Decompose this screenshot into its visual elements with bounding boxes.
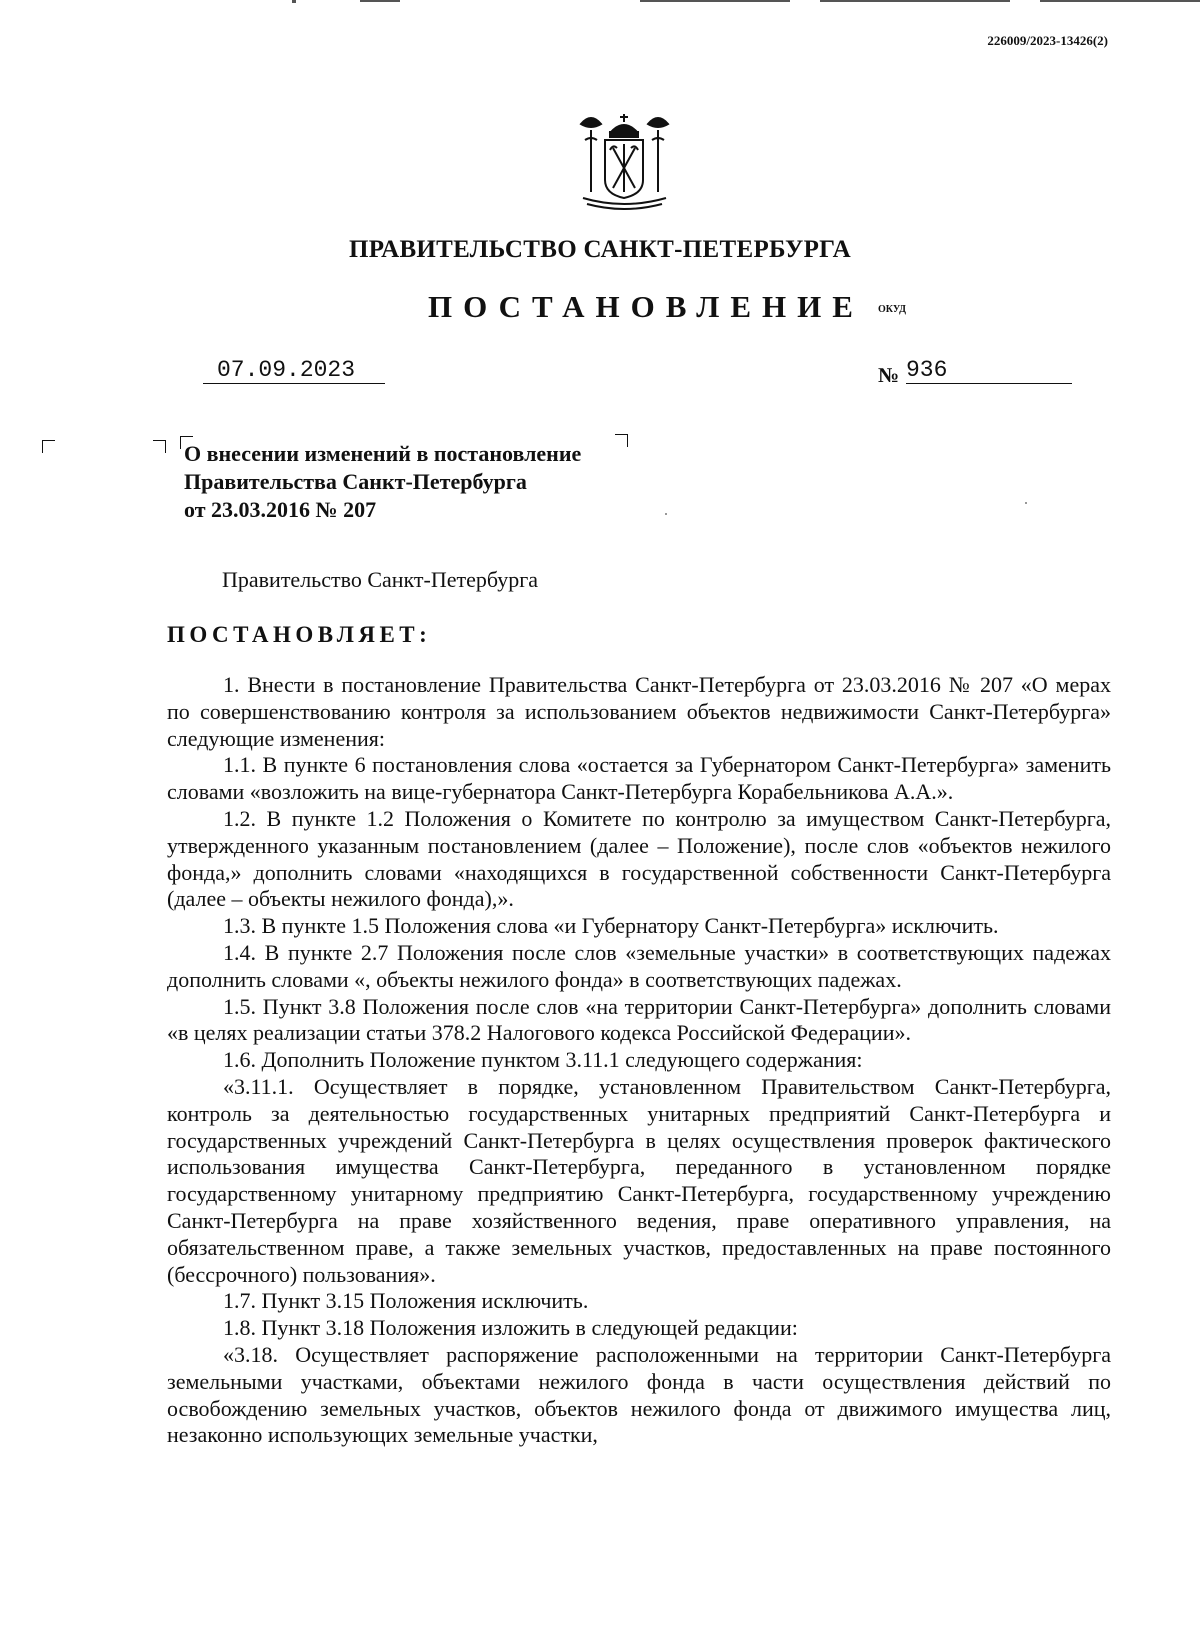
- bracket-corner: [153, 440, 166, 453]
- subject-line: О внесении изменений в постановление: [184, 441, 582, 466]
- decree-title: ПОСТАНОВЛЕНИЕ: [428, 289, 864, 324]
- decree-date: 07.09.2023: [203, 357, 385, 384]
- scan-speck: [665, 513, 667, 515]
- registration-number: 226009/2023-13426(2): [987, 33, 1108, 48]
- paragraph: 1.3. В пункте 1.5 Положения слова «и Губернатору Санкт-Петербурга» исключить.: [223, 913, 999, 939]
- bracket-corner: [42, 440, 55, 453]
- scan-speck: [1025, 502, 1027, 504]
- paragraph: 1. Внести в постановление Правительства Санкт-Петербурга от 23.03.2016 № 207 «О мерах по совершенствованию контроля за использованием объектов недвижимости Санкт-Петербурга» следующие изменения:: [167, 672, 1111, 751]
- government-title: ПРАВИТЕЛЬСТВО САНКТ-ПЕТЕРБУРГА: [348, 236, 852, 263]
- number-sign: №: [878, 363, 900, 387]
- paragraph: «3.18. Осуществляет распоряжение расположенными на территории Санкт-Петербурга земельными участками, объектами нежилого фонда в части осуществления действий по освобождению земельных участков, объектов нежилого фонда от движимого имущества лиц, незаконно использующих земельные участки,: [167, 1341, 1111, 1448]
- decree-number: 936: [906, 357, 1072, 384]
- paragraph: 1.7. Пункт 3.15 Положения исключить.: [223, 1288, 589, 1314]
- paragraph: «3.11.1. Осуществляет в порядке, установленном Правительством Санкт-Петербурга, контроль за деятельностью государственных унитарных предприятий Санкт-Петербурга и государственных учреждений Санкт-Петербурга в целях осуществления проверок фактического использования имущества Санкт-Петербурга, переданного в установленном порядке государственному унитарному предприятию Санкт-Петербурга, государственному учреждению Санкт-Петербурга на праве хозяйственного ведения, праве оперативного управления, на обязательственном праве, а также земельных участков, предоставленных на праве постоянного (бессрочного) пользования».: [167, 1073, 1111, 1287]
- bracket-corner: [615, 434, 628, 447]
- subject-line: от 23.03.2016 № 207: [184, 497, 377, 522]
- preamble: Правительство Санкт-Петербурга: [222, 567, 539, 592]
- decree-body: [167, 672, 1111, 1449]
- coat-of-arms-icon: [577, 110, 672, 210]
- paragraph: 1.2. В пункте 1.2 Положения о Комитете по контролю за имуществом Санкт-Петербурга, утвержденного указанным постановлением (далее – Положение), после слов «объектов нежилого фонда,» дополнить словами «находящихся в государственной собственности Санкт-Петербурга (далее – объекты нежилого фонда),».: [167, 805, 1111, 912]
- okud-label: ОКУД: [878, 304, 907, 315]
- decree-subject: [184, 440, 581, 524]
- resolves-heading: ПОСТАНОВЛЯЕТ:: [167, 622, 432, 647]
- paragraph: 1.8. Пункт 3.18 Положения изложить в следующей редакции:: [223, 1315, 798, 1341]
- subject-line: Правительства Санкт-Петербурга: [184, 469, 527, 494]
- paragraph: 1.4. В пункте 2.7 Положения после слов «земельные участки» в соответствующих падежах дополнить словами «, объекты нежилого фонда» в соответствующих падежах.: [167, 939, 1111, 992]
- paragraph: 1.6. Дополнить Положение пунктом 3.11.1 следующего содержания:: [223, 1047, 863, 1073]
- paragraph: 1.5. Пункт 3.8 Положения после слов «на территории Санкт-Петербурга» дополнить словами «в целях реализации статьи 378.2 Налогового кодекса Российской Федерации».: [167, 993, 1111, 1046]
- scan-artifact: [0, 0, 1200, 8]
- paragraph: 1.1. В пункте 6 постановления слова «остается за Губернатором Санкт-Петербурга» заменить словами «возложить на вице-губернатора Санкт-Петербурга Корабельникова А.А.».: [167, 752, 1111, 805]
